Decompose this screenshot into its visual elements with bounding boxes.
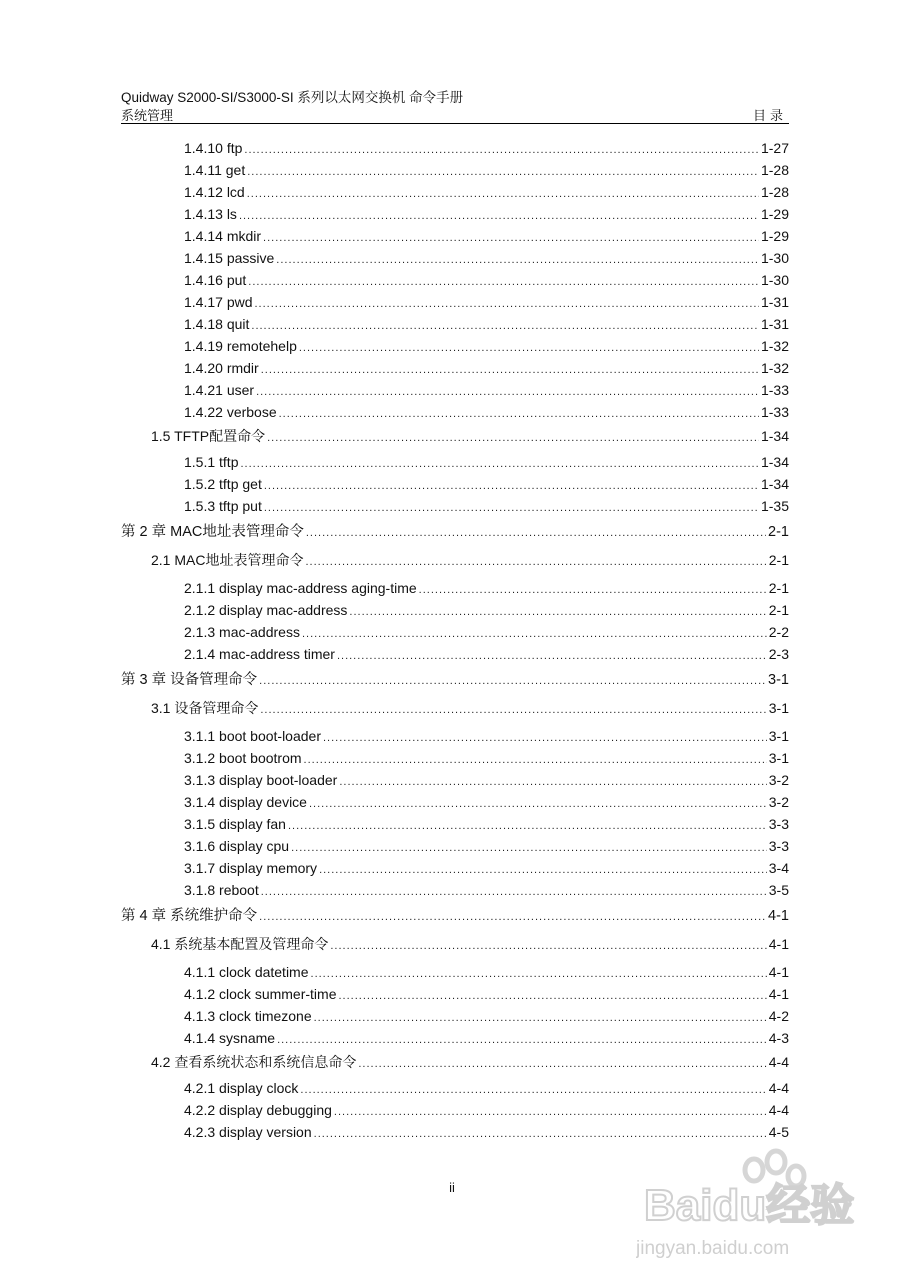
header-rule [121, 123, 789, 124]
toc-section-entry[interactable] [151, 699, 789, 719]
toc-subsection-entry[interactable] [184, 579, 789, 599]
toc-entry-page: 4-3 [768, 1030, 789, 1046]
toc-entry-title: 4.1 系统基本配置及管理命令 [151, 936, 329, 952]
toc-dot-leader [239, 207, 759, 225]
paw-toe-icon [745, 1159, 763, 1181]
toc-entry-title: 4.2.3 display version [184, 1124, 312, 1140]
toc-entry-title: 2.1.2 display mac-address [184, 602, 348, 618]
toc-subsection-entry[interactable] [184, 453, 789, 473]
toc-entry-title: 3.1.5 display fan [184, 816, 286, 832]
toc-entry-page: 3-1 [768, 672, 789, 688]
toc-section-entry[interactable] [151, 1053, 789, 1073]
header-title: Quidway S2000-SI/S3000-SI 系列以太网交换机 命令手册 [121, 90, 464, 105]
toc-subsection-entry[interactable] [184, 645, 789, 665]
toc-subsection-entry[interactable] [184, 475, 789, 495]
toc-entry-page: 2-1 [768, 580, 789, 596]
toc-entry-page: 1-28 [760, 184, 789, 200]
toc-entry-title: 1.4.22 verbose [184, 404, 277, 420]
toc-entry-page: 2-1 [768, 524, 789, 540]
toc-dot-leader [259, 672, 766, 690]
toc-entry-title: 4.1.1 clock datetime [184, 964, 309, 980]
toc-subsection-entry[interactable] [184, 601, 789, 621]
toc-dot-leader [244, 141, 759, 159]
toc-entry-page: 4-1 [768, 908, 789, 924]
toc-entry-title: 1.4.17 pwd [184, 294, 253, 310]
toc-subsection-entry[interactable] [184, 727, 789, 747]
toc-entry-title: 1.4.11 get [184, 162, 246, 178]
toc-entry-title: 1.5.2 tftp get [184, 476, 262, 492]
toc-entry-page: 1-33 [760, 404, 789, 420]
toc-entry-title: 4.1.2 clock summer-time [184, 986, 337, 1002]
toc-subsection-entry[interactable] [184, 293, 789, 313]
toc-subsection-entry[interactable] [184, 227, 789, 247]
toc-dot-leader [259, 908, 766, 926]
toc-subsection-entry[interactable] [184, 205, 789, 225]
toc-entry-page: 1-34 [760, 476, 789, 492]
toc-dot-leader [263, 229, 759, 247]
toc-dot-leader [330, 937, 766, 955]
toc-entry-page: 3-2 [768, 772, 789, 788]
toc-entry-title: 1.5.1 tftp [184, 454, 239, 470]
toc-subsection-entry[interactable] [184, 837, 789, 857]
toc-entry-page: 1-28 [760, 162, 789, 178]
toc-entry-title: 2.1 MAC地址表管理命令 [151, 552, 304, 568]
toc-entry-title: 3.1.2 boot bootrom [184, 750, 302, 766]
toc-dot-leader [304, 751, 767, 769]
toc-entry-title: 3.1.8 reboot [184, 882, 259, 898]
toc-dot-leader [288, 817, 767, 835]
toc-entry-page: 4-5 [768, 1124, 789, 1140]
toc-entry-page: 1-32 [760, 338, 789, 354]
toc-entry-page: 1-27 [760, 140, 789, 156]
toc-entry-page: 1-35 [760, 498, 789, 514]
toc-entry-title: 1.5 TFTP配置命令 [151, 428, 266, 444]
toc-entry-page: 3-1 [768, 750, 789, 766]
toc-subsection-entry[interactable] [184, 963, 789, 983]
watermark-brand: Baidu经验 [644, 1181, 855, 1230]
toc-entry-title: 1.4.10 ftp [184, 140, 243, 156]
toc-dot-leader [334, 1103, 767, 1121]
toc-dot-leader [419, 581, 767, 599]
toc-entry-page: 1-29 [760, 228, 789, 244]
toc-entry-title: 3.1.7 display memory [184, 860, 318, 876]
toc-subsection-entry[interactable] [184, 1029, 789, 1049]
toc-entry-title: 4.1.3 clock timezone [184, 1008, 312, 1024]
toc-entry-page: 1-33 [760, 382, 789, 398]
toc-dot-leader [358, 1055, 766, 1073]
toc-subsection-entry[interactable] [184, 815, 789, 835]
toc-entry-page: 4-1 [768, 964, 789, 980]
toc-entry-page: 4-4 [768, 1080, 789, 1096]
toc-dot-leader [314, 1009, 767, 1027]
toc-dot-leader [267, 429, 759, 447]
toc-dot-leader [279, 405, 759, 423]
toc-subsection-entry[interactable] [184, 859, 789, 879]
toc-subsection-entry[interactable] [184, 1101, 789, 1121]
paw-toe-icon [767, 1151, 785, 1173]
toc-entry-page: 3-2 [768, 794, 789, 810]
toc-entry-title: 1.4.21 user [184, 382, 255, 398]
header-section: 系统管理 [121, 108, 174, 123]
toc-entry-title: 4.1.4 sysname [184, 1030, 276, 1046]
toc-dot-leader [240, 455, 758, 473]
toc-dot-leader [247, 163, 759, 181]
header-contents-label: 目录 [752, 108, 787, 123]
toc-dot-leader [264, 499, 759, 517]
toc-dot-leader [256, 383, 759, 401]
toc-subsection-entry[interactable] [184, 985, 789, 1005]
toc-dot-leader [299, 339, 759, 357]
toc-dot-leader [305, 553, 766, 571]
toc-entry-title: 1.4.15 passive [184, 250, 275, 266]
toc-entry-title: 1.4.16 put [184, 272, 247, 288]
watermark-url: jingyan.baidu.com [636, 1238, 790, 1259]
toc-dot-leader [300, 1081, 766, 1099]
toc-subsection-entry[interactable] [184, 249, 789, 269]
toc-subsection-entry[interactable] [184, 749, 789, 769]
toc-entry-page: 2-3 [768, 646, 789, 662]
toc-entry-title: 3.1.6 display cpu [184, 838, 290, 854]
toc-chapter-entry[interactable] [121, 671, 789, 690]
toc-entry-title: 4.2.2 display debugging [184, 1102, 332, 1118]
watermark-logo [636, 1138, 866, 1268]
toc-subsection-entry[interactable] [184, 1079, 789, 1099]
toc-entry-title: 1.4.20 rmdir [184, 360, 259, 376]
baidu-jingyan-watermark [636, 1138, 866, 1268]
toc-subsection-entry[interactable] [184, 771, 789, 791]
toc-entry-title: 4.2.1 display clock [184, 1080, 299, 1096]
toc-entry-title: 1.4.18 quit [184, 316, 250, 332]
toc-dot-leader [247, 185, 759, 203]
toc-dot-leader [251, 317, 759, 335]
toc-entry-page: 4-1 [768, 936, 789, 952]
toc-dot-leader [277, 1031, 767, 1049]
toc-section-entry[interactable] [151, 935, 789, 955]
toc-section-entry[interactable] [151, 427, 789, 447]
toc-entry-page: 4-2 [768, 1008, 789, 1024]
toc-dot-leader [261, 361, 759, 379]
toc-subsection-entry[interactable] [184, 359, 789, 379]
toc-dot-leader [323, 729, 767, 747]
toc-subsection-entry[interactable] [184, 793, 789, 813]
toc-subsection-entry[interactable] [184, 337, 789, 357]
toc-entry-title: 3.1.1 boot boot-loader [184, 728, 321, 744]
toc-entry-title: 1.4.19 remotehelp [184, 338, 297, 354]
toc-entry-page: 2-2 [768, 624, 789, 640]
toc-subsection-entry[interactable] [184, 623, 789, 643]
toc-entry-page: 4-4 [768, 1054, 789, 1070]
toc-entry-page: 1-30 [760, 250, 789, 266]
toc-dot-leader [291, 839, 767, 857]
toc-entry-page: 2-1 [768, 602, 789, 618]
toc-entry-page: 1-30 [760, 272, 789, 288]
toc-entry-page: 1-32 [760, 360, 789, 376]
toc-entry-page: 3-5 [768, 882, 789, 898]
toc-entry-title: 2.1.1 display mac-address aging-time [184, 580, 417, 596]
toc-entry-title: 1.4.13 ls [184, 206, 237, 222]
toc-subsection-entry[interactable] [184, 381, 789, 401]
toc-dot-leader [339, 773, 766, 791]
page-number: ii [449, 1180, 455, 1195]
toc-entry-title: 3.1.4 display device [184, 794, 307, 810]
toc-entry-page: 1-34 [760, 428, 789, 444]
toc-dot-leader [311, 965, 767, 983]
toc-entry-page: 3-3 [768, 816, 789, 832]
toc-dot-leader [260, 701, 766, 719]
toc-dot-leader [261, 883, 767, 901]
toc-subsection-entry[interactable] [184, 271, 789, 291]
toc-entry-page: 3-1 [768, 728, 789, 744]
toc-subsection-entry[interactable] [184, 183, 789, 203]
toc-dot-leader [309, 795, 767, 813]
toc-entry-title: 4.2 查看系统状态和系统信息命令 [151, 1054, 357, 1070]
toc-section-entry[interactable] [151, 551, 789, 571]
toc-dot-leader [264, 477, 759, 495]
toc-dot-leader [276, 251, 759, 269]
toc-entry-title: 1.4.14 mkdir [184, 228, 262, 244]
toc-entry-page: 3-3 [768, 838, 789, 854]
toc-entry-title: 2.1.3 mac-address [184, 624, 300, 640]
toc-dot-leader [319, 861, 767, 879]
toc-entry-page: 4-1 [768, 986, 789, 1002]
toc-subsection-entry[interactable] [184, 161, 789, 181]
toc-dot-leader [255, 295, 759, 313]
toc-entry-page: 3-4 [768, 860, 789, 876]
toc-dot-leader [306, 524, 766, 542]
toc-entry-page: 1-29 [760, 206, 789, 222]
toc-entry-title: 第 3 章 设备管理命令 [121, 672, 258, 688]
toc-entry-page: 2-1 [768, 552, 789, 568]
toc-dot-leader [349, 603, 766, 621]
toc-subsection-entry[interactable] [184, 881, 789, 901]
toc-subsection-entry[interactable] [184, 497, 789, 517]
toc-dot-leader [248, 273, 759, 291]
toc-entry-page: 4-4 [768, 1102, 789, 1118]
toc-entry-title: 第 4 章 系统维护命令 [121, 908, 258, 924]
toc-entry-title: 3.1.3 display boot-loader [184, 772, 338, 788]
toc-entry-page: 1-31 [760, 294, 789, 310]
toc-entry-page: 1-31 [760, 316, 789, 332]
toc-entry-title: 2.1.4 mac-address timer [184, 646, 335, 662]
toc-subsection-entry[interactable] [184, 1007, 789, 1027]
toc-dot-leader [337, 647, 767, 665]
toc-subsection-entry[interactable] [184, 315, 789, 335]
toc-entry-title: 1.5.3 tftp put [184, 498, 262, 514]
toc-dot-leader [302, 625, 767, 643]
toc-entry-page: 1-34 [760, 454, 789, 470]
toc-subsection-entry[interactable] [184, 139, 789, 159]
toc-entry-title: 3.1 设备管理命令 [151, 700, 259, 716]
toc-entry-title: 第 2 章 MAC地址表管理命令 [121, 524, 304, 540]
toc-dot-leader [338, 987, 766, 1005]
toc-entry-page: 3-1 [768, 700, 789, 716]
toc-chapter-entry[interactable] [121, 907, 789, 926]
toc-entry-title: 1.4.12 lcd [184, 184, 245, 200]
toc-subsection-entry[interactable] [184, 403, 789, 423]
toc-chapter-entry[interactable] [121, 523, 789, 542]
